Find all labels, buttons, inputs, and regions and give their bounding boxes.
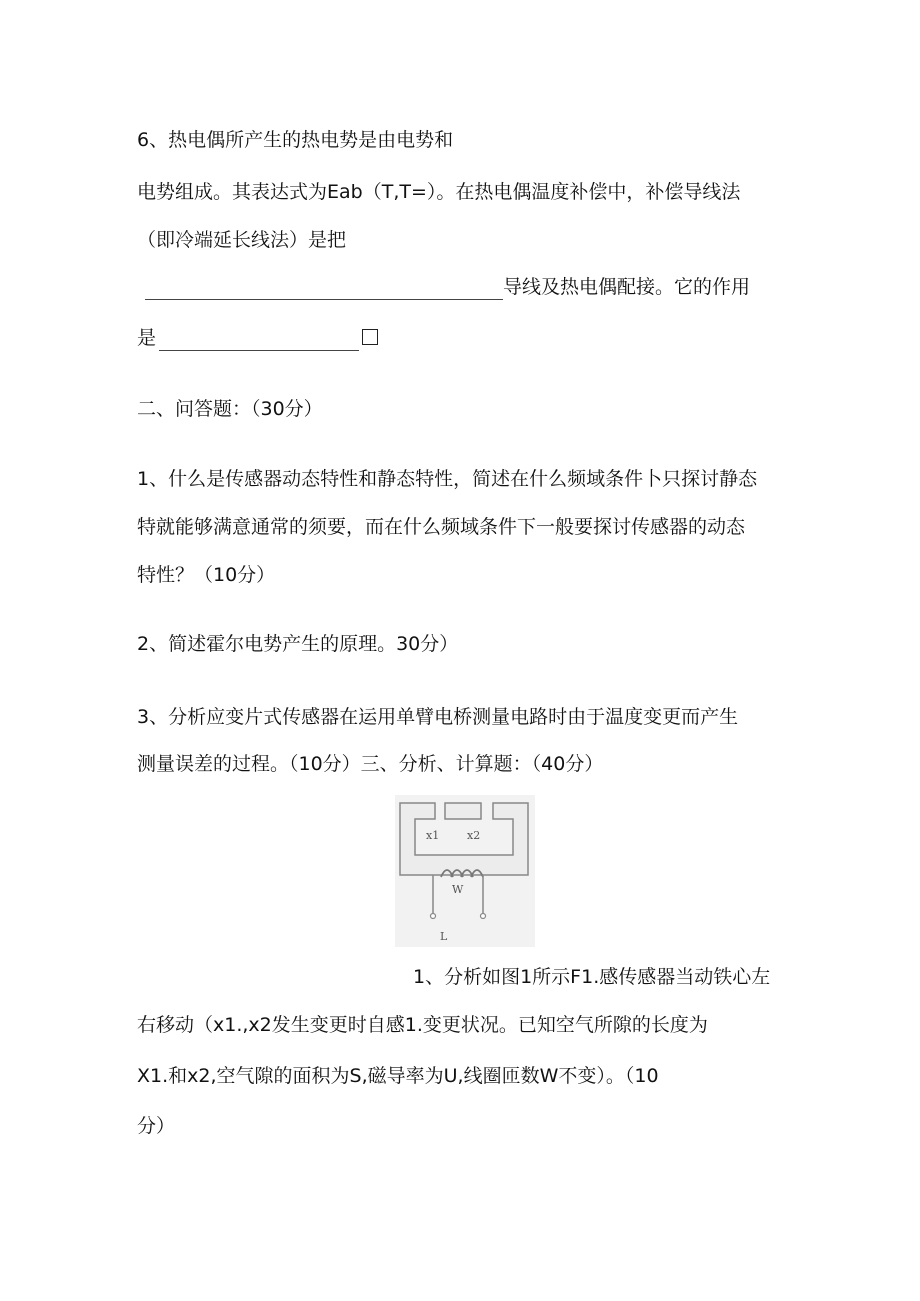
movable-armature [445, 803, 481, 819]
s2-q1-line-1: 1、什么是传感器动态特性和静态特性，简述在什么频域条件卜只探讨静态 [137, 468, 758, 490]
s2-q3-line-2: 测量误差的过程。（10分）三、分析、计算题：（40分） [137, 753, 604, 775]
answer-blank-1[interactable] [145, 277, 503, 300]
inductive-sensor-figure [395, 795, 535, 947]
checkbox-icon [362, 329, 378, 345]
s3-q1-line-1: 1、分析如图1所示F1.感传感器当动铁心左 [413, 966, 771, 988]
label-x1: x1 [426, 829, 440, 842]
q6-line-5 [137, 325, 378, 351]
s3-q1-line-2: 右移动（x1.,x2发生变更时自感1.变更状况。已知空气所隙的长度为 [137, 1014, 708, 1036]
label-x2: x2 [467, 829, 481, 842]
answer-blank-2[interactable] [159, 328, 359, 351]
s3-q1-line-4: 分） [137, 1115, 176, 1137]
q6-line-4 [145, 274, 750, 300]
q6-line-4-text: 导线及热电偶配接。它的作用 [503, 276, 751, 298]
s2-q1-line-3: 特性？（10分） [137, 564, 276, 586]
s2-q1-line-2: 特就能够满意通常的须要，而在什么频域条件下一般要探讨传感器的动态 [137, 516, 746, 538]
s2-q3-line-1: 3、分析应变片式传感器在运用单臂电桥测量电路时由于温度变更而产生 [137, 706, 739, 728]
terminal-left [431, 914, 436, 919]
terminal-right [481, 914, 486, 919]
s2-q2: 2、简述霍尔电势产生的原理。30分） [137, 633, 459, 655]
section-2-title: 二、问答题：（30分） [137, 398, 323, 420]
q6-line-5-text: 是 [137, 327, 157, 349]
q6-line-1: 6、热电偶所产生的热电势是由电势和 [137, 129, 454, 151]
q6-line-2: 电势组成。其表达式为Eab（T,T=）。在热电偶温度补偿中，补偿导线法 [137, 181, 741, 203]
q6-line-3: （即冷端延长线法）是把 [137, 229, 347, 251]
s3-q1-line-3: X1.和x2,空气隙的面积为S,磁导率为U,线圈匝数W不变）。（10 [137, 1065, 659, 1087]
label-w: W [452, 883, 464, 896]
label-l: L [440, 930, 448, 943]
